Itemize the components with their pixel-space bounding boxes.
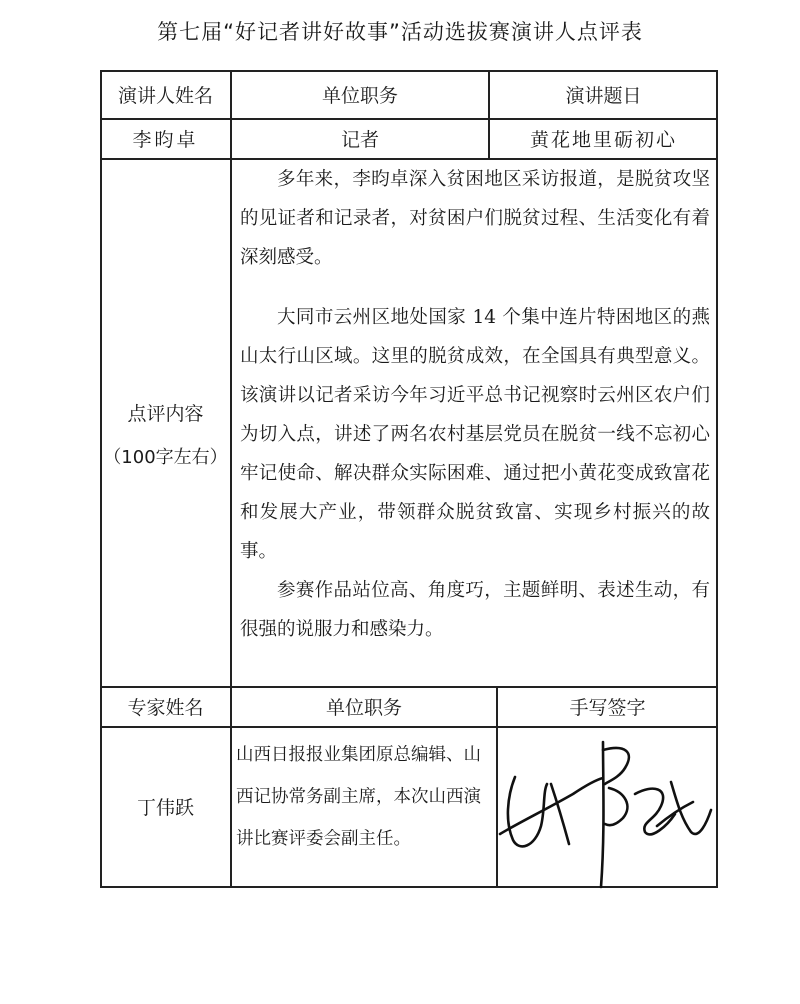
speaker-name: 李昀卓 bbox=[132, 128, 199, 151]
review-sublabel: （100字左右） bbox=[103, 447, 228, 468]
header-expert-signature: 手写签字 bbox=[569, 696, 646, 719]
header-expert-name: 专家姓名 bbox=[127, 696, 204, 719]
form-title: 第七届“好记者讲好故事”活动选拔赛演讲人点评表 bbox=[157, 20, 643, 44]
header-speaker-topic: 演讲题日 bbox=[565, 84, 642, 107]
review-paragraph: 多年来，李昀卓深入贫困地区采访报道，是脱贫攻坚的见证者和记录者，对贫困户们脱贫过程、生活变化有着深刻感受。 bbox=[240, 169, 710, 268]
header-expert-org: 单位职务 bbox=[325, 696, 402, 719]
speaker-org: 记者 bbox=[340, 128, 379, 151]
header-speaker-name: 演讲人姓名 bbox=[117, 84, 213, 107]
review-paragraph: 参赛作品站位高、角度巧，主题鲜明、表述生动，有很强的说服力和感染力。 bbox=[240, 580, 710, 640]
review-label: 点评内容 bbox=[127, 402, 204, 425]
review-paragraph: 大同市云州区地处国家 14 个集中连片特困地区的燕山太行山区域。这里的脱贫成效，在全国具有典型意义。该演讲以记者采访今年习近平总书记视察时云州区农户们为切入点，讲述了两名农村基层党员在脱贫一线不忘初心牢记使命、解决群众实际困难、通过把小黄花变成致富花和发展大产业，带领群众脱贫致富、实现乡村振兴的故事。 bbox=[240, 307, 710, 562]
expert-org: 山西日报报业集团原总编辑、山西记协常务副主席，本次山西演讲比赛评委会副主任。 bbox=[236, 745, 481, 849]
speaker-topic: 黄花地里砺初心 bbox=[529, 128, 677, 151]
review-content bbox=[240, 160, 710, 649]
header-speaker-org: 单位职务 bbox=[321, 84, 398, 107]
expert-name: 丁伟跃 bbox=[136, 796, 194, 819]
handwritten-signature bbox=[485, 722, 725, 892]
